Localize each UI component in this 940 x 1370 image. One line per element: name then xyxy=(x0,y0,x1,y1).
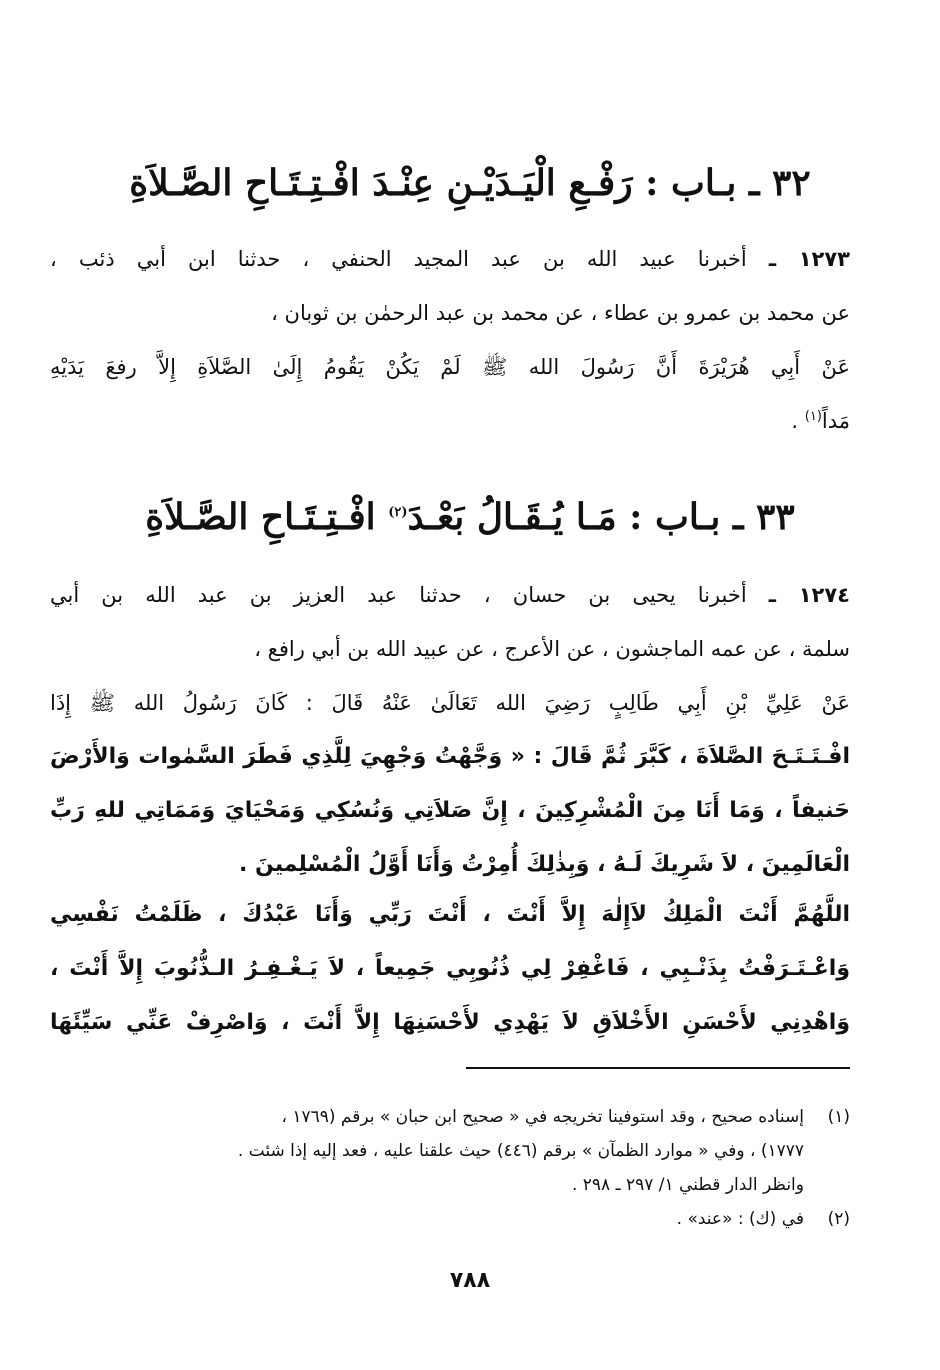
chapter-33-title-end: افْـتِـتَـاحِ الصَّـلاَةِ xyxy=(145,496,389,538)
matn-line: حَنيفاً ، وَمَا أَنَا مِنَ الْمُشْرِكِينَ ، إِنَّ صَلاَتِي وَنُسُكِي وَمَحْيَايَ وَمَمَاتِي للهِ رَبِّ xyxy=(50,798,850,823)
footnote-2 xyxy=(50,1202,850,1236)
hadith-number: ١٢٧٣ ـ xyxy=(768,247,850,271)
isnad-line xyxy=(50,232,850,286)
hadith-1274-isnad xyxy=(50,568,850,676)
footnote-2-mark: (٢) xyxy=(827,1209,850,1229)
footnote-1-mark: (١) xyxy=(827,1107,850,1127)
footnotes xyxy=(50,1100,850,1236)
footnote-1-line: ١٧٧٧) ، وفي « موارد الظمآن » برقم (٤٤٦) حيث علقنا عليه ، فعد إليه إذا شئت . xyxy=(237,1141,804,1161)
page-number: ٧٨٨ xyxy=(449,1268,491,1293)
matn-line: عَنْ أَبِي هُرَيْرَةَ أَنَّ رَسُولَ الله ﷺ لَمْ يَكُنْ يَقُومُ إِلَىٰ الصَّلاَةِ إِلاَّ رفعَ يَدَيْهِ xyxy=(50,355,850,379)
isnad-line xyxy=(50,568,850,622)
hadith-number: ١٢٧٤ ـ xyxy=(768,583,850,607)
matn-end: . xyxy=(791,409,805,433)
dua-line: وَاعْـتَـرَفْتُ بِذَنْـبِي ، فَاغْفِرْ لِي ذُنُوبِي جَمِيعاً ، لاَ يَـغْـفِـرُ الـذُّنُوبَ إِلاَّ أَنْتَ ، xyxy=(50,956,850,981)
hadith-1274-dua xyxy=(50,888,850,1050)
matn-line xyxy=(50,394,850,448)
matn-text: مَداً xyxy=(821,409,850,433)
dua-line: اللَّهُمَّ أَنْتَ الْمَلِكُ لاَإِلٰهَ إِلاَّ أَنْتَ ، أَنْتَ رَبِّي وَأَنَا عَبْدُكَ ، ظَلَمْتُ نَفْسِي xyxy=(50,902,850,927)
isnad-line: سلمة ، عن عمه الماجشون ، عن الأعرج ، عن عبيد الله بن أبي رافع ، xyxy=(254,637,850,661)
dua-line: وَاهْدِنِي لأَحْسَنِ الأَخْلاَقِ لاَ يَهْدِي لأَحْسَنِهَا إِلاَّ أَنْتَ ، وَاصْرِفْ عَنِّي سَيِّئَهَا xyxy=(50,1010,850,1035)
footnote-1-line: وانظر الدار قطني ١/ ٢٩٧ ـ ٢٩٨ . xyxy=(571,1175,804,1195)
matn-line: افْـتَـتَـحَ الصَّلاَةَ ، كَبَّرَ ثُمَّ قَالَ : « وَجَّهْتُ وَجْهِيَ لِلَّذِي فَطَرَ السَّمٰوات وَالأَرْضَ xyxy=(50,744,850,769)
footnote-1 xyxy=(50,1100,850,1134)
chapter-32-title xyxy=(60,158,880,208)
chapter-33-title xyxy=(60,492,880,542)
footnote-2-text: في (ك) : «عند» . xyxy=(676,1209,804,1229)
chapter-32-title-text: ٣٢ ـ بـاب : رَفْـعِ الْيَـدَيْـنِ عِنْـدَ افْـتِـتَـاحِ الصَّـلاَةِ xyxy=(129,162,811,204)
footnote-ref-1[interactable]: (١) xyxy=(804,409,822,424)
chapter-33-title-text: ٣٣ ـ بـاب : مَـا يُـقَـالُ بَعْـدَ xyxy=(407,496,795,538)
matn-line: الْعَالَمِينَ ، لاَ شَرِيكَ لَـهُ ، وَبِذٰلِكَ أُمِرْتُ وَأَنَا أَوَّلُ الْمُسْلِمينَ . xyxy=(239,852,850,877)
matn-line: عَنْ عَلِيِّ بْنِ أَبِي طَالِبٍ رَضِيَ الله تَعَالَىٰ عَنْهُ قَالَ : كَانَ رَسُولُ الله ﷺ إِذَا xyxy=(50,691,850,715)
hadith-1273-isnad xyxy=(50,232,850,340)
footnote-divider xyxy=(466,1067,850,1069)
isnad-text: أخبرنا يحيى بن حسان ، حدثنا عبد العزيز بن عبد الله بن أبي xyxy=(50,583,769,607)
footnote-ref-2[interactable]: (٢) xyxy=(388,505,408,520)
isnad-text: أخبرنا عبيد الله بن عبد المجيد الحنفي ، حدثنا ابن أبي ذئب ، xyxy=(50,247,769,271)
isnad-line: عن محمد بن عمرو بن عطاء ، عن محمد بن عبد الرحمٰن بن ثوبان ، xyxy=(271,301,850,325)
footnote-1-text: إسناده صحيح ، وقد استوفينا تخريجه في « صحيح ابن حبان » برقم (١٧٦٩ ، xyxy=(281,1107,804,1127)
hadith-1274-matn xyxy=(50,676,850,892)
hadith-1273-matn xyxy=(50,340,850,448)
